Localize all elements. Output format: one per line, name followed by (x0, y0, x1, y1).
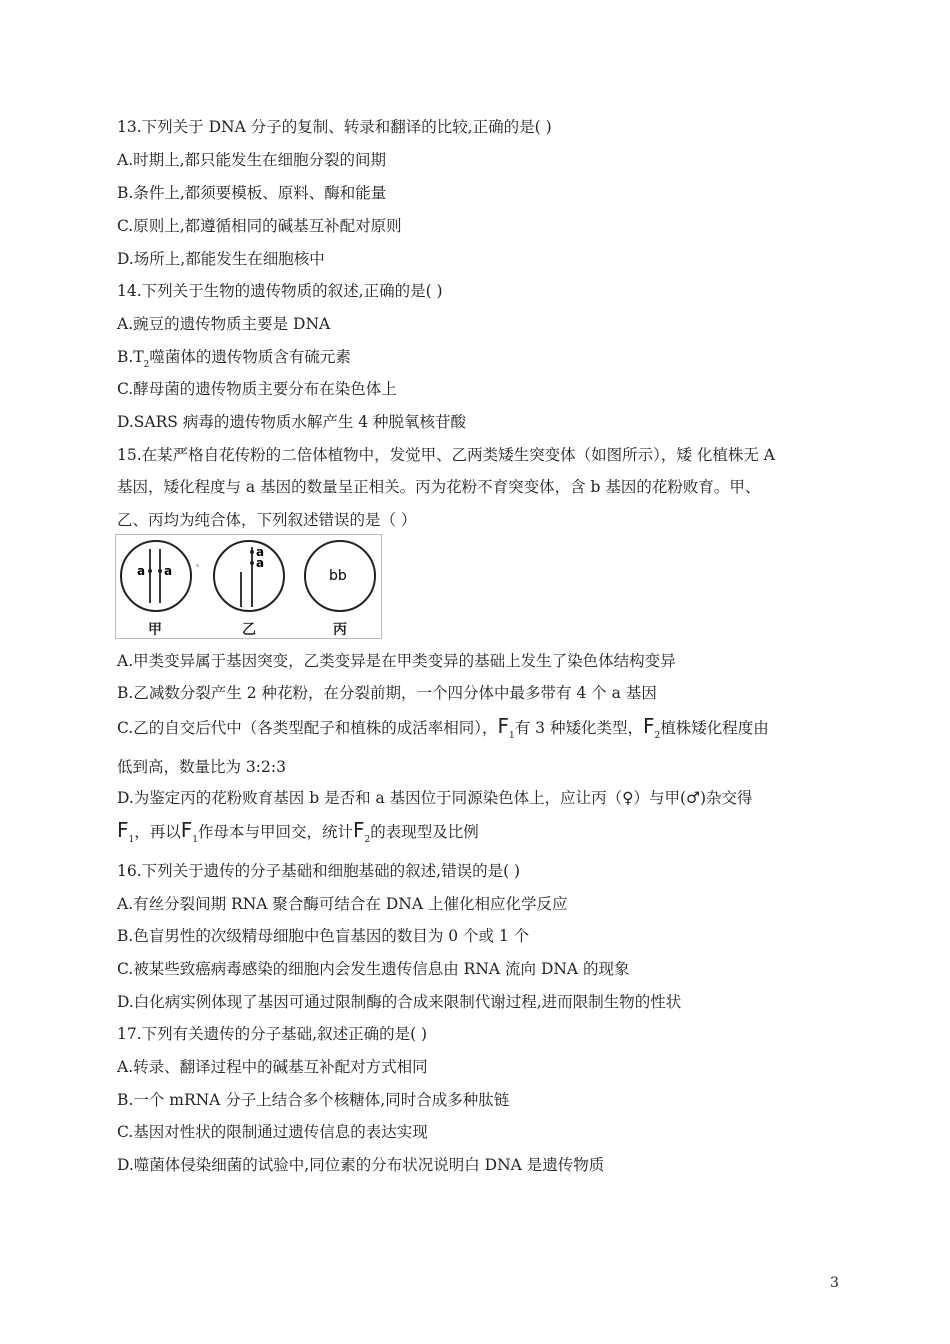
gene-label-bing: bb (329, 568, 347, 584)
caption-jia: 甲 (148, 622, 162, 638)
q15-option-d-line2 (117, 820, 479, 850)
q13-option-d: D.场所上,都能发生在细胞核中 (117, 250, 325, 268)
gene-locus-jia-left (148, 569, 152, 573)
q14-option-a: A.豌豆的遗传物质主要是 DNA (117, 315, 331, 333)
q15-option-b: B.乙减数分裂产生 2 种花粉，在分裂前期，一个四分体中最多带有 4 个 a 基因 (117, 684, 657, 702)
q15-d-mid2: 作母本与甲回交，统计 (198, 823, 354, 841)
q15-d-f1b-sub: 1 (192, 835, 199, 845)
q15-c-f1: F (497, 714, 510, 738)
q16-stem: 16.下列关于遗传的分子基础和细胞基础的叙述,错误的是( ) (117, 862, 521, 880)
q15-d-f2-sub: 2 (364, 835, 371, 845)
q17-option-b: B.一个 mRNA 分子上结合多个核糖体,同时合成多种肽链 (117, 1091, 510, 1109)
gene-label-yi-top: a (256, 545, 265, 559)
q16-option-b: B.色盲男性的次级精母细胞中色盲基因的数目为 0 个或 1 个 (117, 927, 530, 945)
gene-locus-jia-right (158, 569, 162, 573)
q15-d-f1b: F (180, 818, 193, 842)
q13-option-b: B.条件上,都须要模板、原料、酶和能量 (117, 184, 387, 202)
cell-yi (214, 541, 284, 611)
q15-c-f2-sub: 2 (654, 731, 661, 741)
gene-label-yi-bottom: a (256, 556, 265, 570)
small-dot-mark: ◦ (195, 562, 201, 572)
q15-c-prefix: C.乙的自交后代中（各类型配子和植株的成活率相同）， (117, 719, 498, 737)
q17-option-a: A.转录、翻译过程中的碱基互补配对方式相同 (117, 1058, 428, 1076)
q15-d-mid1: ，再以 (134, 823, 181, 841)
q15-option-c-line2: 低到高，数量比为 3:2:3 (117, 758, 286, 776)
q17-option-c: C.基因对性状的限制通过遗传信息的表达实现 (117, 1123, 428, 1141)
q15-stem-line1: 15.在某严格自花传粉的二倍体植物中，发觉甲、乙两类矮生突变体（如图所示），矮 化植株无 A (117, 446, 775, 464)
q14-option-b (117, 347, 351, 375)
q13-option-a: A.时期上,都只能发生在细胞分裂的间期 (117, 151, 387, 169)
q15-d-f2: F (353, 818, 365, 842)
caption-yi: 乙 (242, 622, 256, 638)
q13-option-c: C.原则上,都遵循相同的碱基互补配对原则 (117, 217, 402, 235)
q14-b-text: 噬菌体的遗传物质含有硫元素 (149, 348, 351, 366)
q16-option-c: C.被某些致癌病毒感染的细胞内会发生遗传信息由 RNA 流向 DNA 的现象 (117, 960, 630, 978)
cell-jia (121, 541, 191, 611)
q16-option-d: D.白化病实例体现了基因可通过限制酶的合成来限制代谢过程,进而限制生物的性状 (117, 993, 682, 1011)
caption-bing: 丙 (333, 622, 347, 638)
q15-c-mid: 有 3 种矮化类型， (514, 719, 643, 737)
q14-stem: 14.下列关于生物的遗传物质的叙述,正确的是( ) (117, 282, 443, 300)
q15-d-post: 的表现型及比例 (370, 823, 479, 841)
gene-locus-yi-bottom (250, 561, 254, 565)
q15-stem-line2: 基因，矮化程度与 a 基因的数量呈正相关。丙为花粉不育突变体，含 b 基因的花粉败育。甲、 (117, 478, 761, 496)
page-number: 3 (830, 1275, 839, 1291)
q14-b-subscript: 2 (143, 360, 150, 370)
q14-option-c: C.酵母菌的遗传物质主要分布在染色体上 (117, 380, 397, 398)
q15-option-c (117, 716, 769, 746)
q15-stem-line3: 乙、丙均为纯合体，下列叙述错误的是（ ） (117, 511, 417, 529)
gene-label-jia-left: a (137, 564, 146, 578)
q14-option-d: D.SARS 病毒的遗传物质水解产生 4 种脱氧核苷酸 (117, 413, 467, 431)
q15-d-f1: F (117, 818, 129, 842)
q15-d-f1-sub: 1 (128, 835, 135, 845)
chromosome-figure (115, 534, 382, 639)
q17-stem: 17.下列有关遗传的分子基础,叙述正确的是( ) (117, 1025, 428, 1043)
gene-label-jia-right: a (164, 564, 173, 578)
q16-option-a: A.有丝分裂间期 RNA 聚合酶可结合在 DNA 上催化相应化学反应 (117, 895, 568, 913)
q15-c-post: 植株矮化程度由 (660, 719, 769, 737)
q17-option-d: D.噬菌体侵染细菌的试验中,同位素的分布状况说明白 DNA 是遗传物质 (117, 1156, 605, 1174)
gene-locus-yi-top (250, 550, 254, 554)
q15-c-f1-sub: 1 (509, 731, 515, 741)
q13-stem: 13.下列关于 DNA 分子的复制、转录和翻译的比较,正确的是( ) (117, 118, 552, 136)
q15-option-a: A.甲类变异属于基因突变，乙类变异是在甲类变异的基础上发生了染色体结构变异 (117, 652, 676, 670)
q15-c-f2: F (642, 714, 655, 738)
q14-b-prefix: B.T (117, 348, 144, 366)
q15-option-d-line1: D.为鉴定丙的花粉败育基因 b 是否和 a 基因位于同源染色体上，应让丙（♀）与甲(♂)杂交得 (117, 789, 753, 807)
